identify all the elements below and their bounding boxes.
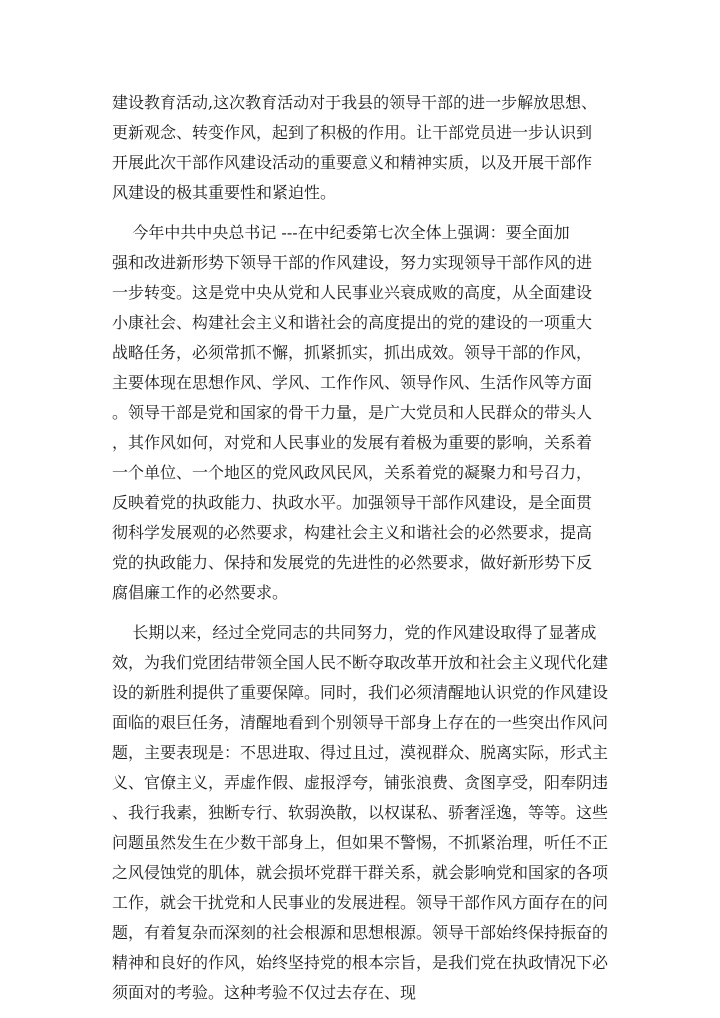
text-line: 主要体现在思想作风、学风、工作作风、领导作风、生活作风等方面	[112, 373, 593, 392]
text-line: 之风侵蚀党的肌体，就会损坏党群干群关系，就会影响党和国家的各项	[112, 863, 609, 882]
text-line: 小康社会、构建社会主义和谐社会的高度提出的党的建设的一项重大	[112, 313, 593, 332]
text-line: 开展此次干部作风建设活动的重要意义和精神实质，以及开展干部作	[112, 153, 593, 172]
text-line: 长期以来，经过全党同志的共同努力，党的作风建设取得了显著成	[112, 623, 597, 642]
document-body	[112, 88, 612, 1008]
paragraph	[112, 218, 612, 608]
text-line: 风建设的极其重要性和紧迫性。	[112, 183, 337, 202]
paragraph-gap	[112, 608, 612, 618]
paragraph	[112, 618, 612, 1008]
text-line: 工作，就会干扰党和人民事业的发展进程。领导干部作风方面存在的问	[112, 893, 609, 912]
text-line: 题，主要表现是：不思进取、得过且过，漠视群众、脱离实际，形式主	[112, 743, 609, 762]
text-line: 题，有着复杂而深刻的社会根源和思想根源。领导干部始终保持振奋的	[112, 923, 609, 942]
text-line: 效，为我们党团结带领全国人民不断夺取改革开放和社会主义现代化建	[112, 653, 609, 672]
text-line: 强和改进新形势下领导干部的作风建设，努力实现领导干部作风的进	[112, 253, 593, 272]
text-line: 。领导干部是党和国家的骨干力量，是广大党员和人民群众的带头人	[112, 403, 593, 422]
text-line: 一步转变。这是党中央从党和人民事业兴衰成败的高度，从全面建设	[112, 283, 593, 302]
text-line: 精神和良好的作风，始终坚持党的根本宗旨，是我们党在执政情况下必	[112, 953, 609, 972]
paragraph	[112, 88, 612, 208]
text-line: 彻科学发展观的必然要求，构建社会主义和谐社会的必然要求，提高	[112, 523, 593, 542]
text-line: 问题虽然发生在少数干部身上，但如果不警惕，不抓紧治理，听任不正	[112, 833, 609, 852]
text-line: 反映着党的执政能力、执政水平。加强领导干部作风建设，是全面贯	[112, 493, 593, 512]
text-line: 腐倡廉工作的必然要求。	[112, 583, 289, 602]
text-line: 设的新胜利提供了重要保障。同时，我们必须清醒地认识党的作风建设	[112, 683, 609, 702]
text-line: 更新观念、转变作风，起到了积极的作用。让干部党员进一步认识到	[112, 123, 593, 142]
text-line: 今年中共中央总书记 ---在中纪委第七次全体上强调：要全面加	[112, 223, 570, 242]
text-line: 党的执政能力、保持和发展党的先进性的必然要求，做好新形势下反	[112, 553, 593, 572]
text-line: 须面对的考验。这种考验不仅过去存在、现	[112, 983, 417, 1002]
text-line: 义、官僚主义，弄虚作假、虚报浮夸，铺张浪费、贪图享受，阳奉阴违	[112, 773, 609, 792]
text-line: 面临的艰巨任务，清醒地看到个别领导干部身上存在的一些突出作风问	[112, 713, 609, 732]
paragraph-gap	[112, 208, 612, 218]
text-line: 建设教育活动,这次教育活动对于我县的领导干部的进一步解放思想、	[112, 93, 598, 112]
text-line: 一个单位、一个地区的党风政风民风，关系着党的凝聚力和号召力，	[112, 463, 593, 482]
text-line: 战略任务，必须常抓不懈，抓紧抓实，抓出成效。领导干部的作风，	[112, 343, 593, 362]
text-line: ，其作风如何，对党和人民事业的发展有着极为重要的影响，关系着	[112, 433, 593, 452]
text-line: 、我行我素，独断专行、软弱涣散，以权谋私、骄奢淫逸，等等。这些	[112, 803, 609, 822]
